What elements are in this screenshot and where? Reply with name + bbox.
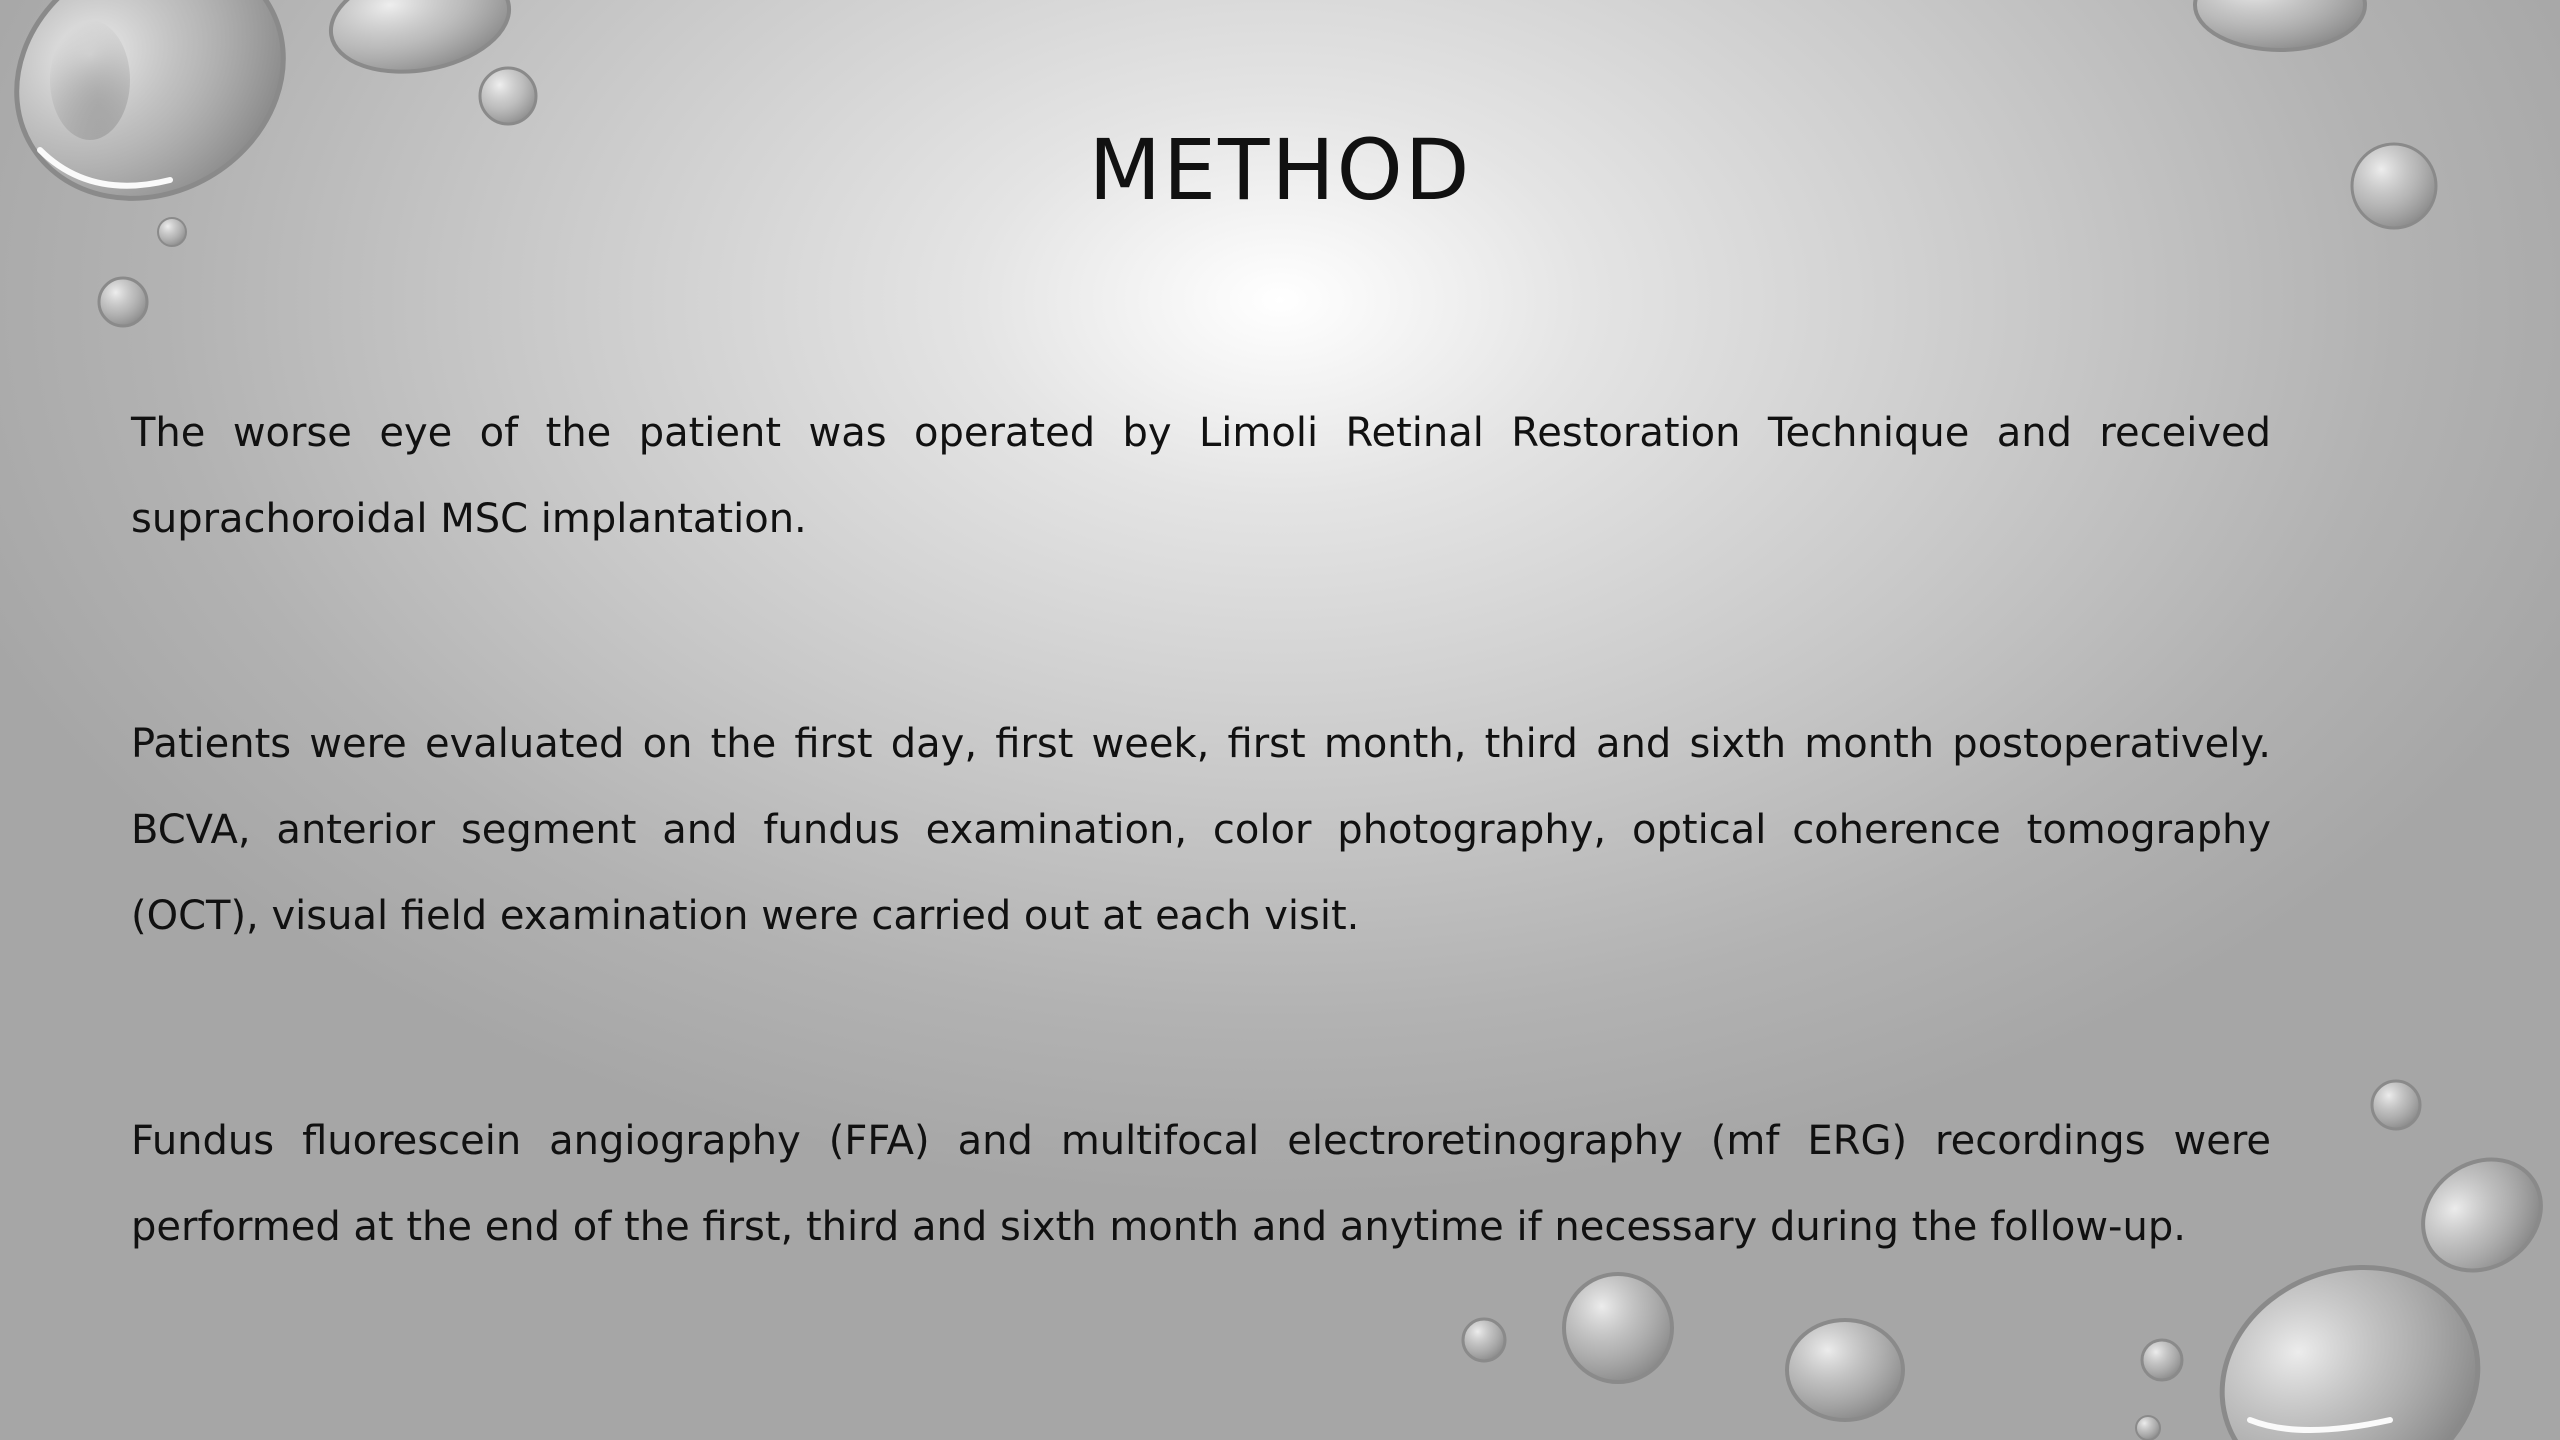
- droplet-top-left-medium: [323, 0, 518, 85]
- slide-body: [131, 390, 2271, 1270]
- droplet-bottom-center: [1463, 1274, 1903, 1420]
- paragraph-recordings: Fundus fluorescein angiography (FFA) and multifocal electroretinography (mf ERG) recordings were performed at the end of the first, third and sixth month and anytime if necessary during the follow-up.: [131, 1118, 2271, 1250]
- slide-title: METHOD: [1088, 121, 1472, 219]
- paragraph-evaluation: Patients were evaluated on the first day, first week, first month, third and sixth month postoperatively. BCVA, anterior segment and fundus examination, color photography, optical coherence tomography (OCT), visual field examination were carried out at each visit.: [131, 721, 2271, 939]
- paragraph-procedure: The worse eye of the patient was operated by Limoli Retinal Restoration Technique and received suprachoroidal MSC implantation.: [131, 410, 2271, 542]
